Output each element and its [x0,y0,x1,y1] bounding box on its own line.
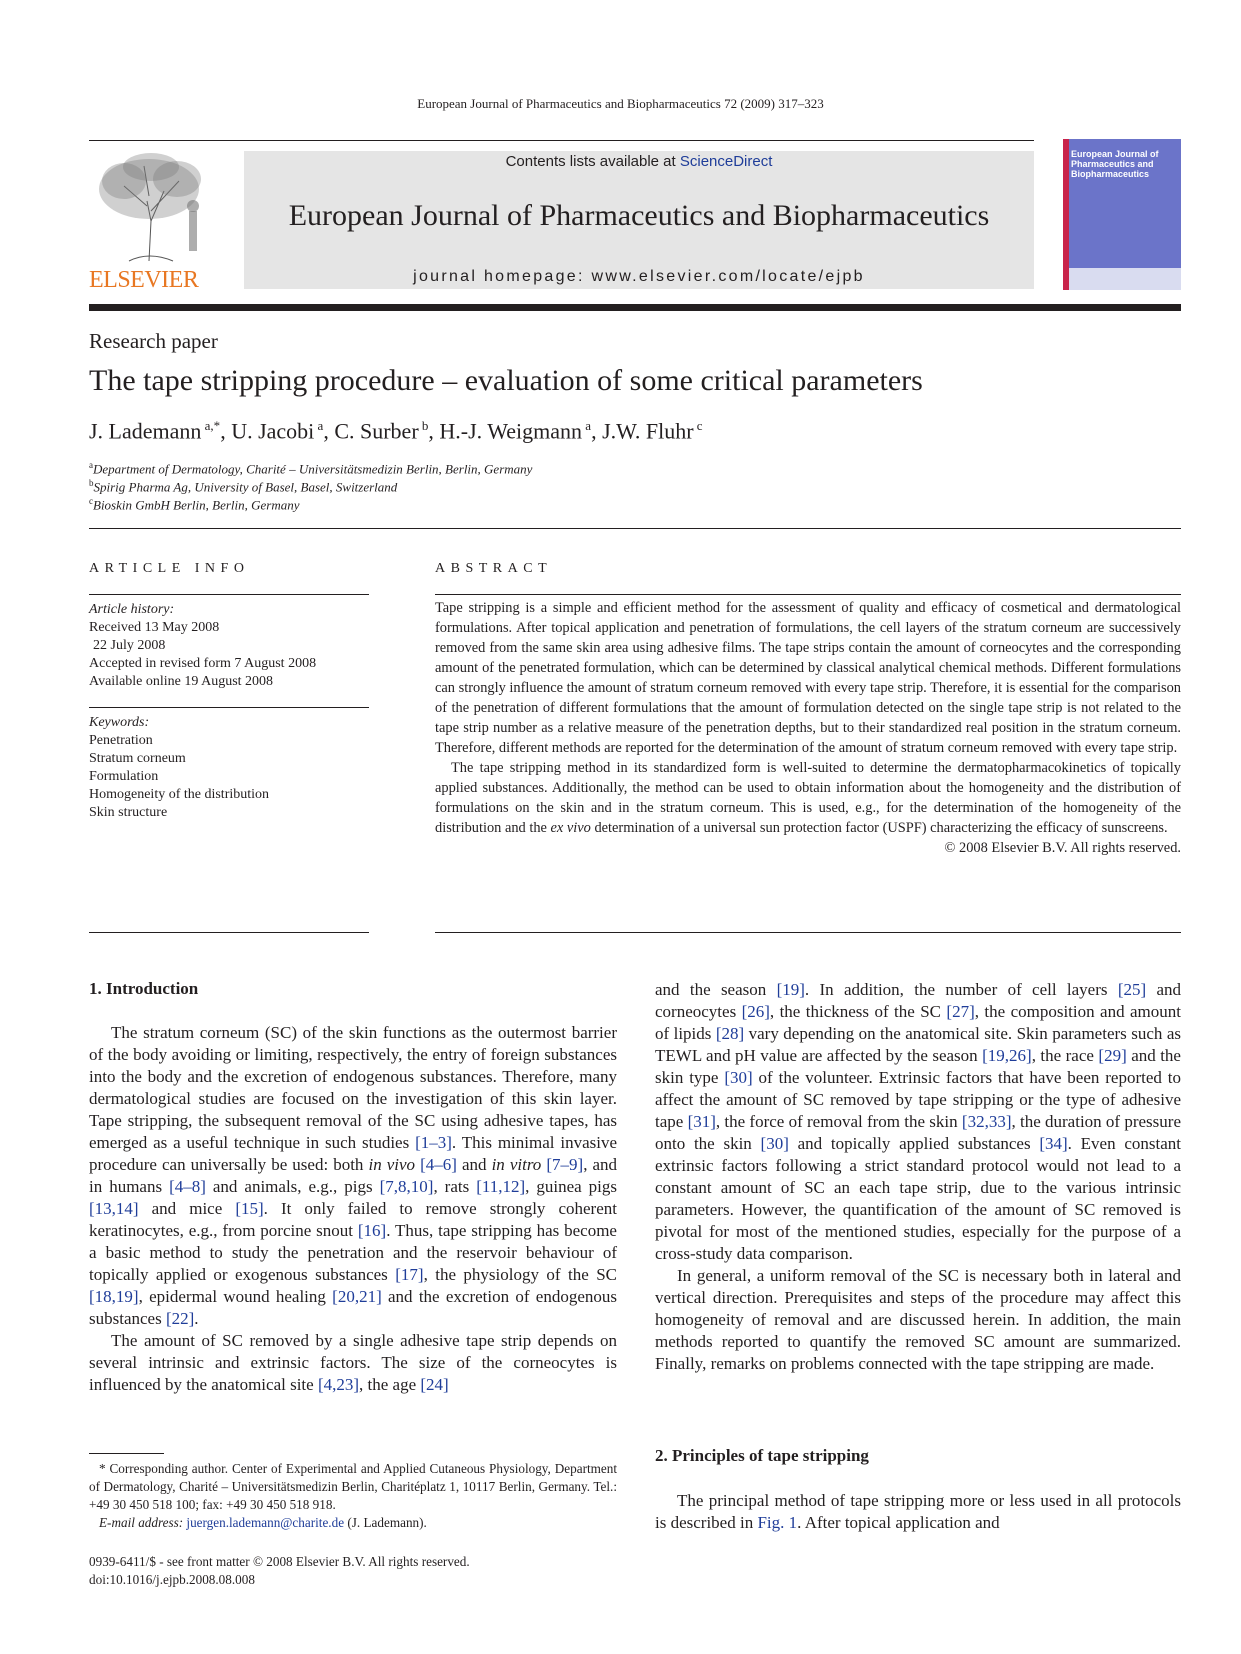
body-text: and the skin type [655,1046,1181,1087]
intro-paragraph-2-continued [655,979,1181,1265]
body-text: , the force of removal from the skin [715,1112,962,1131]
keyword: Skin structure [89,805,168,820]
figure-link[interactable]: Fig. 1 [757,1513,798,1532]
history-accepted: Accepted in revised form 7 August 2008 [89,656,317,671]
citation-link[interactable]: [29] [1098,1046,1127,1065]
footnote-rule [89,1453,164,1454]
citation-link[interactable]: [34] [1039,1134,1068,1153]
body-text: . It only failed to remove strongly coherent keratinocytes, e.g., from porcine snout [89,1199,617,1240]
article-history [89,601,369,691]
author-affiliation-mark: a [585,418,592,433]
intro-paragraph-3: In general, a uniform removal of the SC is necessary both in lateral and vertical direction. Prerequisites and steps of the procedure may affect this homogeneity of removal and are discussed herein. In addition, the main methods reported to quantify the removed SC amount are summarized. Finally, remarks on problems connected with the tape stripping are made. [655,1266,1181,1373]
citation-link[interactable]: [19,26] [982,1046,1032,1065]
citation-link[interactable]: [22] [165,1309,195,1328]
body-text: . Even constant extrinsic factors following a strict standard protocol would not lead to a constant amount of SC an each tape strip, due to the various intrinsic parameters. However, the quantification of the amount of SC removed is pivotal for most of the mentioned studies, especially for the purpose of a cross-study data comparison. [655,1134,1181,1263]
abstract-body [435,598,1181,858]
affiliation-text: Bioskin GmbH Berlin, Berlin, Germany [93,497,300,513]
body-text: and mice [138,1199,236,1218]
affiliation-mark: a [89,460,93,470]
keyword: Stratum corneum [89,751,186,766]
journal-cover-thumbnail [1063,139,1181,290]
citation-link[interactable]: [32,33] [961,1112,1012,1131]
body-text: , and in humans [89,1155,618,1196]
article-info-heading: ARTICLE INFO [89,561,250,576]
header-rule [89,140,1034,141]
citation-link[interactable]: [7–9] [546,1155,584,1174]
citation-link[interactable]: [11,12] [476,1177,526,1196]
author-affiliation-mark: c [696,418,703,433]
intro-paragraph-1 [89,1022,617,1330]
article-type: Research paper [89,329,218,353]
abstract-italic: ex vivo [550,820,591,836]
citation-link[interactable]: [31] [687,1112,716,1131]
body-text: vary depending on the anatomical site. Skin parameters such as TEWL and pH value are affected by the season [655,1024,1181,1065]
citation-link[interactable]: [4–8] [169,1177,206,1196]
article-title: The tape stripping procedure – evaluation of some critical parameters [89,364,923,397]
abstract-text: determination of a universal sun protection factor (USPF) characterizing the efficacy of sunscreens. [590,820,1168,836]
author-name[interactable]: U. Jacobi [231,418,315,444]
journal-citation-line: European Journal of Pharmaceutics and Biopharmaceutics 72 (2009) 317–323 [417,96,824,111]
article-info-bottom-rule [89,932,369,933]
citation-link[interactable]: [24] [420,1375,449,1394]
body-text: . Thus, tape stripping has become a basic method to study the penetration and the reservoir behaviour of topically applied or exogenous substances [89,1221,617,1284]
principles-body [655,1490,1181,1534]
body-text: and the season [655,980,777,999]
body-text: , epidermal wound healing [138,1287,333,1306]
body-column-left [89,1022,617,1396]
keyword: Penetration [89,733,153,748]
affiliation-c [89,496,300,513]
elsevier-tree-logo [89,151,213,263]
email-label: E-mail address: [99,1515,184,1530]
citation-link[interactable]: [4–6] [420,1155,457,1174]
body-text: , guinea pigs [525,1177,618,1196]
author-name[interactable]: J.W. Fluhr [602,418,694,444]
contents-prefix: Contents lists available at [505,153,680,170]
keyword: Homogeneity of the distribution [89,787,270,802]
principles-text: . After topical application and [797,1513,1000,1532]
citation-link[interactable]: [18,19] [89,1287,139,1306]
article-info-rule [89,594,369,595]
body-text: and corneocytes [655,980,1182,1021]
footnote-email-line [89,1514,617,1532]
footnote-text: * Corresponding author. Center of Experimental and Applied Cutaneous Physiology, Department of Dermatology, Charité – Universitätsmedizin Berlin, Charitéplatz 1, 10117 Berlin, Germany. Tel.: +49 30 450 518 100; fax: +49 30 450 518 918. [89,1461,617,1512]
section-heading-introduction: 1. Introduction [89,979,199,998]
corresponding-author-footnote [89,1460,617,1532]
citation-link[interactable]: [26] [741,1002,770,1021]
citation-link[interactable]: [1–3] [415,1133,452,1152]
citation-link[interactable]: [13,14] [89,1199,139,1218]
affiliation-text: Department of Dermatology, Charité – Universitätsmedizin Berlin, Berlin, Germany [93,461,533,477]
body-text: , the physiology of the SC [423,1265,617,1284]
principles-text: The principal method of tape stripping more or less used in all protocols is described in [655,1491,1181,1532]
email-suffix: (J. Lademann). [344,1515,427,1530]
citation-link[interactable]: [19] [776,980,805,999]
body-text: and the excretion of endogenous substances [89,1287,617,1328]
affiliation-a [89,460,532,477]
citation-link[interactable]: [16] [357,1221,387,1240]
body-text: . In addition, the number of cell layers [804,980,1118,999]
affiliation-rule [89,528,1181,529]
copyright-notice: © 2008 Elsevier B.V. All rights reserved. [944,840,1181,856]
contents-available [244,153,1034,170]
body-text: . [194,1309,199,1328]
citation-link[interactable]: [30] [760,1134,789,1153]
body-text: , the composition and amount of lipids [655,1002,1181,1043]
history-received: Received 13 May 2008 [89,620,220,635]
history-label: Article history: [89,602,175,617]
issn-line: 0939-6411/$ - see front matter © 2008 Elsevier B.V. All rights reserved. [89,1554,470,1569]
author-list: J. Lademann $^{a,*}$, U. Jacobi $^a$, C. Surber $^b$, H.-J. Weigmann $^a$, J.W. Fluhr $^c$ [89,418,703,444]
citation-link[interactable]: [30] [724,1068,753,1087]
author-name[interactable]: C. Surber [334,418,419,444]
affiliation-mark: c [89,496,93,506]
body-text: , the duration of pressure onto the skin [655,1112,1181,1153]
section-heading-principles: 2. Principles of tape stripping [655,1446,869,1465]
body-column-right [655,979,1181,1375]
italic-text: in vivo [368,1155,416,1174]
author-affiliation-mark: a,* [204,418,221,433]
principles-paragraph [655,1490,1181,1534]
cover-title: European Journal of Pharmaceutics and Biopharmaceutics [1071,149,1159,179]
body-text: of the volunteer. Extrinsic factors that have been reported to affect the amount of SC removed by tape stripping or the type of adhesive tape [655,1068,1181,1131]
citation-link[interactable]: [20,21] [332,1287,382,1306]
abstract-paragraph [435,758,1181,838]
body-text: , the age [359,1375,421,1394]
citation-link[interactable]: [25] [1117,980,1147,999]
journal-title: European Journal of Pharmaceutics and Biopharmaceutics [288,199,990,232]
author-affiliation-mark: b [421,418,429,433]
body-text: , the thickness of the SC [769,1002,947,1021]
keywords-block [89,714,369,822]
keywords-label: Keywords: [89,715,150,730]
citation-link[interactable]: [17] [395,1265,424,1284]
author-name[interactable]: H.-J. Weigmann [439,418,583,444]
citation-link[interactable]: [7,8,10] [379,1177,434,1196]
abstract-paragraph: Tape stripping is a simple and efficient method for the assessment of quality and efficacy of cosmetical and dermatological formulations. After topical application and penetration of formulations, the cell layers of the stratum corneum are successively removed from the same skin area using adhesive films. The tape strips contain the amount of corneocytes and the corresponding amount of the penetrated formulation, which can be determined by classical analytical chemical methods. Different formulations can strongly influence the amount of stratum corneum removed with every tape strip. Therefore, it is essential for the comparison of the penetration of different formulations that the amount of formulation detected on the single tape strip is not related to the tape strip number as a relative measure of the penetration depths, but to their standardized real position in the stratum corneum. Therefore, different methods are reported for the determination of the amount of stratum corneum removed with every tape strip. [435,600,1181,756]
body-text: The stratum corneum (SC) of the skin functions as the outermost barrier of the body avoiding or limiting, respectively, the entry of foreign substances into the body and the excretion of endogenous substances. Therefore, many dermatological studies are focused on the investigation of this skin layer. Tape stripping, the subsequent removal of the SC using adhesive tapes, has emerged as a useful technique in such studies [89,1023,617,1152]
body-text: and animals, e.g., pigs [205,1177,380,1196]
body-text: and [456,1155,492,1174]
body-text: The amount of SC removed by a single adhesive tape strip depends on several intrinsic and extrinsic factors. The size of the corneocytes is influenced by the anatomical site [89,1331,617,1394]
author-name[interactable]: J. Lademann [89,418,202,444]
journal-homepage[interactable]: journal homepage: www.elsevier.com/locate/ejpb [413,268,865,285]
body-text: , rats [433,1177,477,1196]
affiliation-text: Spirig Pharma Ag, University of Basel, Basel, Switzerland [93,479,398,495]
header-thick-rule [89,304,1181,311]
abstract-rule [435,594,1181,595]
citation-link[interactable]: [27] [946,1002,975,1021]
doi-line[interactable]: doi:10.1016/j.ejpb.2008.08.008 [89,1572,255,1587]
email-link[interactable]: juergen.lademann@charite.de [186,1515,345,1530]
author-affiliation-mark: a [317,418,324,433]
history-revised: 22 July 2008 [93,638,166,653]
issn-doi-block [89,1553,470,1589]
affiliation-b [89,478,397,495]
citation-link[interactable]: [28] [715,1024,745,1043]
body-text: and topically applied substances [788,1134,1040,1153]
elsevier-wordmark: ELSEVIER [89,267,199,293]
body-text: , the race [1031,1046,1099,1065]
body-text: . This minimal invasive procedure can universally be used: both [89,1133,618,1174]
sciencedirect-link[interactable]: ScienceDirect [679,153,773,170]
abstract-heading: ABSTRACT [435,561,553,576]
history-online: Available online 19 August 2008 [89,674,274,689]
abstract-bottom-rule [435,932,1181,933]
intro-paragraph-2 [89,1330,617,1396]
affiliation-mark: b [89,478,94,488]
keyword: Formulation [89,769,159,784]
citation-link[interactable]: [15] [235,1199,264,1218]
citation-link[interactable]: [4,23] [317,1375,360,1394]
keywords-rule [89,707,369,708]
italic-text: in vitro [491,1155,542,1174]
cover-footer-band [1069,268,1181,290]
abstract-text: The tape stripping method in its standardized form is well-suited to determine the dermatopharmacokinetics of topically applied substances. Additionally, the method can be used to obtain information about the homogeneity and the distribution of formulations on the skin and in the stratum corneum. This is used, e.g., for the determination of the homogeneity of the distribution and the [435,760,1181,836]
